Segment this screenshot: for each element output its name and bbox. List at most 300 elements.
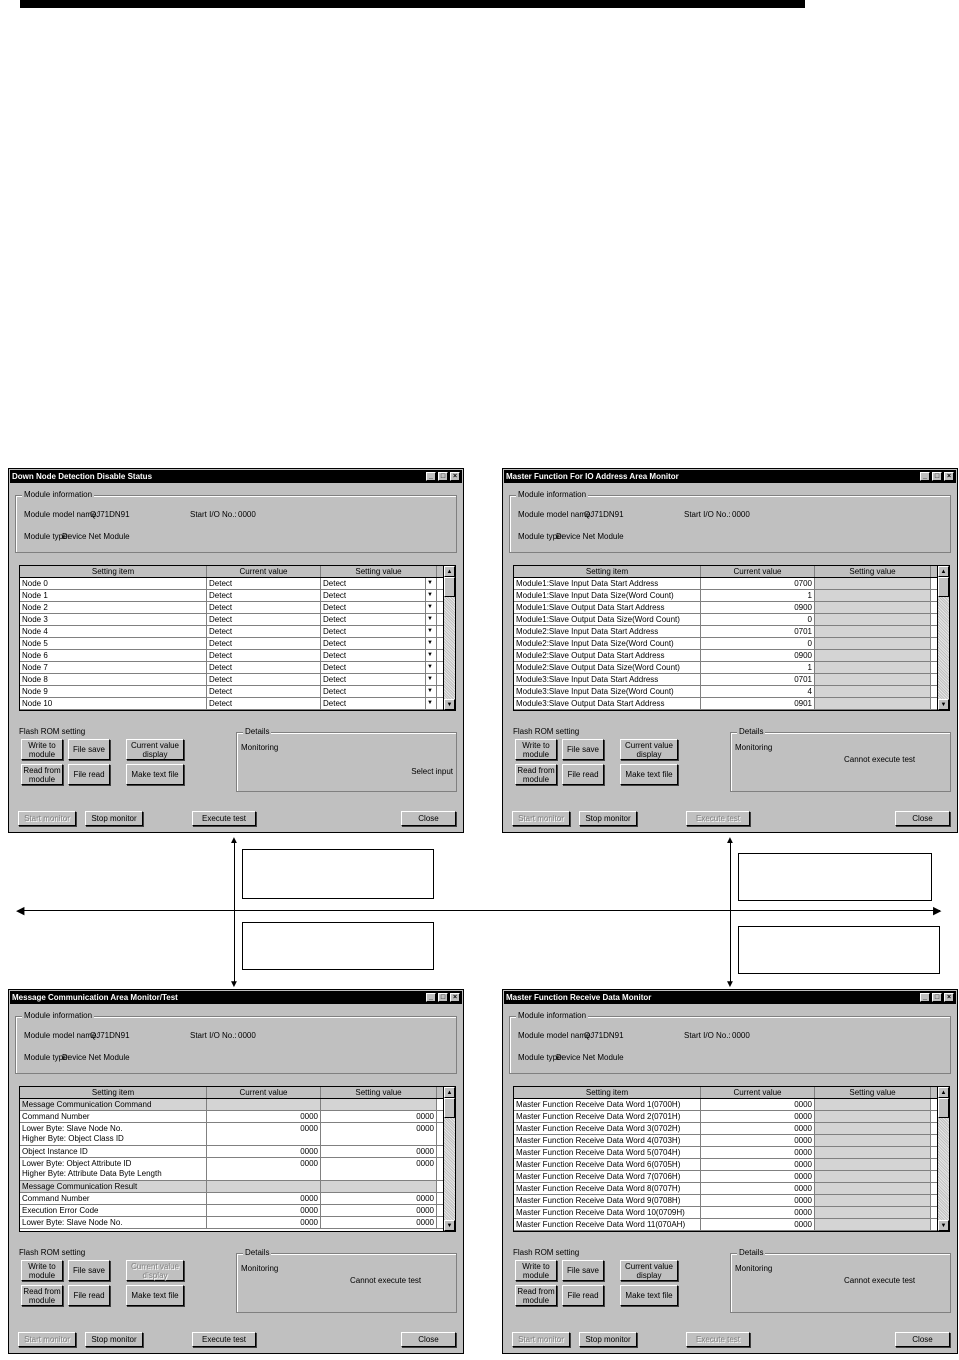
close-icon[interactable]: ×	[450, 472, 460, 481]
setting-value-cell	[815, 590, 931, 601]
model-value: QJ71DN91	[90, 1031, 130, 1040]
write-to-module-button[interactable]: Write to module	[515, 739, 557, 760]
row-setting-item: Node 6	[20, 650, 207, 661]
table-row[interactable]	[514, 1195, 949, 1207]
read-from-module-button[interactable]: Read from module	[515, 764, 557, 785]
stop-monitor-button[interactable]: Stop monitor	[85, 811, 143, 826]
file-read-button[interactable]: File read	[68, 764, 110, 785]
col-setting-item: Setting item	[20, 566, 207, 577]
write-to-module-button[interactable]: Write to module	[515, 1260, 557, 1281]
type-value: Device Net Module	[556, 532, 624, 541]
current-value-display-button[interactable]: Current value display	[126, 1260, 184, 1281]
file-save-button[interactable]: File save	[68, 1260, 110, 1281]
table-row[interactable]	[514, 1171, 949, 1183]
setting-value-cell	[815, 698, 931, 709]
table-row[interactable]	[20, 1205, 455, 1217]
minimize-icon[interactable]: _	[920, 472, 930, 481]
dropdown-value: Detect	[323, 615, 347, 624]
details-group	[730, 727, 951, 792]
setting-value-dropdown[interactable]	[321, 686, 437, 697]
col-current-value: Current value	[207, 1087, 321, 1098]
setting-value-input[interactable]: 0000	[321, 1123, 437, 1145]
table-row[interactable]	[20, 1099, 455, 1111]
row-current-value: 0000	[701, 1171, 815, 1182]
table-row[interactable]	[514, 614, 949, 626]
table-row[interactable]	[514, 1099, 949, 1111]
details-message: Cannot execute test	[844, 1276, 916, 1285]
table-scrollbar[interactable]	[443, 566, 455, 710]
close-button[interactable]: Close	[895, 811, 950, 826]
row-current-value: 0000	[701, 1207, 815, 1218]
table-row[interactable]	[20, 602, 455, 614]
table-row[interactable]	[514, 578, 949, 590]
scroll-down-icon[interactable]: ▼	[444, 699, 455, 710]
execute-test-button[interactable]: Execute test	[686, 811, 750, 826]
setting-value-cell	[815, 662, 931, 673]
row-setting-item: Module2:Slave Input Data Start Address	[514, 626, 701, 637]
chevron-down-icon[interactable]: ▼	[425, 602, 434, 613]
startio-value: 0000	[238, 510, 256, 519]
details-status: Monitoring	[241, 743, 279, 752]
file-save-button[interactable]: File save	[562, 739, 604, 760]
table-row[interactable]	[514, 1207, 949, 1219]
table-scrollbar[interactable]	[443, 1087, 455, 1231]
dropdown-value: Detect	[323, 675, 347, 684]
row-setting-item: Node 10	[20, 698, 207, 709]
row-current-value: Detect	[207, 614, 321, 625]
module-info-group	[509, 490, 951, 553]
row-setting-item: Node 1	[20, 590, 207, 601]
maximize-icon[interactable]: □	[438, 993, 448, 1002]
col-current-value: Current value	[701, 1087, 815, 1098]
scroll-up-icon[interactable]: ▲	[938, 566, 949, 577]
annotation-box	[738, 853, 932, 901]
details-status: Monitoring	[241, 1264, 279, 1273]
close-icon[interactable]: ×	[944, 472, 954, 481]
window-title: Master Function Receive Data Monitor	[506, 993, 652, 1002]
chevron-down-icon[interactable]: ▼	[425, 674, 434, 685]
row-setting-item: Node 4	[20, 626, 207, 637]
maximize-icon[interactable]: □	[932, 472, 942, 481]
row-current-value: 0000	[701, 1183, 815, 1194]
minimize-icon[interactable]: _	[426, 993, 436, 1002]
table-row[interactable]	[514, 1219, 949, 1231]
vertical-connector-left	[234, 842, 235, 984]
setting-value-dropdown[interactable]	[321, 650, 437, 661]
details-status: Monitoring	[735, 743, 773, 752]
scroll-thumb[interactable]	[444, 1098, 455, 1118]
row-current-value: 0000	[207, 1205, 321, 1216]
setting-value-cell	[321, 1099, 437, 1110]
scroll-thumb[interactable]	[938, 1098, 949, 1118]
write-to-module-button[interactable]: Write to module	[21, 739, 63, 760]
table-row[interactable]	[514, 1183, 949, 1195]
table-row[interactable]	[514, 674, 949, 686]
setting-value-input[interactable]: 0000	[321, 1193, 437, 1204]
stop-monitor-button[interactable]: Stop monitor	[579, 1332, 637, 1347]
make-text-file-button[interactable]: Make text file	[126, 1285, 184, 1306]
row-current-value: 0701	[701, 674, 815, 685]
setting-value-cell	[815, 1111, 931, 1122]
row-current-value: Detect	[207, 638, 321, 649]
details-label: Details	[739, 727, 764, 736]
row-current-value: 0	[701, 614, 815, 625]
chevron-down-icon[interactable]: ▼	[425, 638, 434, 649]
setting-value-cell	[815, 1099, 931, 1110]
row-current-value: Detect	[207, 674, 321, 685]
current-value-display-button[interactable]: Current value display	[620, 1260, 678, 1281]
table-scrollbar[interactable]	[937, 566, 949, 710]
row-current-value: 0700	[701, 578, 815, 589]
chevron-down-icon[interactable]: ▼	[425, 698, 434, 709]
col-setting-value: Setting value	[815, 566, 931, 577]
window-receive-data-monitor	[502, 989, 958, 1354]
table-row[interactable]	[514, 1135, 949, 1147]
chevron-down-icon[interactable]: ▼	[425, 650, 434, 661]
file-read-button[interactable]: File read	[562, 764, 604, 785]
setting-value-cell	[815, 578, 931, 589]
setting-value-dropdown[interactable]	[321, 626, 437, 637]
setting-value-cell	[815, 686, 931, 697]
row-setting-item	[20, 1158, 207, 1180]
row-setting-item: Module2:Slave Input Data Size(Word Count)	[514, 638, 701, 649]
setting-value-cell	[815, 614, 931, 625]
close-button[interactable]: Close	[895, 1332, 950, 1347]
row-setting-item: Master Function Receive Data Word 4(0703H)	[514, 1135, 701, 1146]
setting-value-dropdown[interactable]	[321, 578, 437, 589]
dropdown-value: Detect	[323, 603, 347, 612]
file-read-button[interactable]: File read	[562, 1285, 604, 1306]
type-value: Device Net Module	[62, 532, 130, 541]
row-setting-item: Node 3	[20, 614, 207, 625]
arrow-down-icon: ▼	[229, 979, 239, 990]
row-setting-item: Module3:Slave Output Data Start Address	[514, 698, 701, 709]
arrow-right-icon: ▶	[933, 905, 942, 917]
row-setting-item: Node 8	[20, 674, 207, 685]
current-value-display-button[interactable]: Current value display	[126, 739, 184, 760]
details-status: Monitoring	[735, 1264, 773, 1273]
start-monitor-button[interactable]: Start monitor	[512, 1332, 570, 1347]
row-item-line: Lower Byte: Slave Node No.	[22, 1124, 123, 1133]
row-setting-item: Module1:Slave Output Data Start Address	[514, 602, 701, 613]
col-current-value: Current value	[207, 566, 321, 577]
setting-value-input[interactable]: 0000	[321, 1217, 437, 1228]
scroll-up-icon[interactable]: ▲	[444, 566, 455, 577]
row-current-value: Detect	[207, 698, 321, 709]
details-label: Details	[739, 1248, 764, 1257]
row-current-value: 0000	[701, 1135, 815, 1146]
row-current-value: 0000	[701, 1111, 815, 1122]
table-row[interactable]	[514, 1147, 949, 1159]
window-controls	[426, 993, 460, 1002]
table-row[interactable]	[20, 1123, 455, 1146]
maximize-icon[interactable]: □	[438, 472, 448, 481]
setting-value-cell	[321, 1181, 437, 1192]
model-label: Module model name:	[518, 510, 593, 519]
stop-monitor-button[interactable]: Stop monitor	[85, 1332, 143, 1347]
row-current-value: Detect	[207, 686, 321, 697]
table-row[interactable]	[514, 590, 949, 602]
scroll-down-icon[interactable]: ▼	[938, 699, 949, 710]
close-icon[interactable]: ×	[450, 993, 460, 1002]
setting-value-dropdown[interactable]	[321, 614, 437, 625]
setting-value-cell	[815, 650, 931, 661]
dropdown-value: Detect	[323, 651, 347, 660]
dropdown-value: Detect	[323, 663, 347, 672]
arrow-up-icon: ▲	[229, 835, 239, 846]
execute-test-button[interactable]: Execute test	[192, 811, 256, 826]
row-setting-item: Master Function Receive Data Word 11(070AH)	[514, 1219, 701, 1230]
details-group	[236, 727, 457, 792]
details-message: Cannot execute test	[844, 755, 916, 764]
table-row[interactable]	[20, 674, 455, 686]
horizontal-connector-line	[20, 910, 940, 911]
close-button[interactable]: Close	[401, 1332, 456, 1347]
table-row[interactable]	[20, 1217, 455, 1229]
row-current-value: 0900	[701, 602, 815, 613]
table-row[interactable]	[20, 614, 455, 626]
row-setting-item: Command Number	[20, 1111, 207, 1122]
setting-value-dropdown[interactable]	[321, 698, 437, 709]
row-setting-item: Module2:Slave Output Data Size(Word Count)	[514, 662, 701, 673]
row-setting-item: Message Communication Result	[20, 1181, 207, 1192]
table-row[interactable]	[20, 590, 455, 602]
chevron-down-icon[interactable]: ▼	[425, 578, 434, 589]
setting-value-cell	[815, 1135, 931, 1146]
table-row[interactable]	[20, 698, 455, 710]
row-item-line: Higher Byte: Attribute Data Byte Length	[22, 1169, 162, 1178]
annotation-box	[242, 849, 434, 899]
setting-value-cell	[815, 1171, 931, 1182]
make-text-file-button[interactable]: Make text file	[620, 1285, 678, 1306]
row-setting-item: Master Function Receive Data Word 6(0705H)	[514, 1159, 701, 1170]
window-title-bar	[504, 470, 956, 483]
table-row[interactable]	[514, 698, 949, 710]
scroll-thumb[interactable]	[444, 577, 455, 597]
dropdown-value: Detect	[323, 687, 347, 696]
read-from-module-button[interactable]: Read from module	[21, 764, 63, 785]
file-save-button[interactable]: File save	[68, 739, 110, 760]
model-value: QJ71DN91	[90, 510, 130, 519]
settings-table	[19, 565, 456, 711]
table-row[interactable]	[514, 650, 949, 662]
row-current-value: Detect	[207, 602, 321, 613]
row-current-value: 0000	[207, 1217, 321, 1228]
row-setting-item: Module3:Slave Input Data Size(Word Count)	[514, 686, 701, 697]
window-io-address-monitor	[502, 468, 958, 833]
annotation-box	[738, 926, 940, 974]
details-group	[730, 1248, 951, 1313]
table-row[interactable]	[514, 626, 949, 638]
row-current-value: 0000	[207, 1123, 321, 1145]
dropdown-value: Detect	[323, 627, 347, 636]
details-label: Details	[245, 727, 270, 736]
flash-rom-label: Flash ROM setting	[513, 727, 580, 736]
row-current-value: 0900	[701, 650, 815, 661]
table-row[interactable]	[20, 686, 455, 698]
row-current-value: Detect	[207, 650, 321, 661]
read-from-module-button[interactable]: Read from module	[21, 1285, 63, 1306]
scroll-down-icon[interactable]: ▼	[444, 1220, 455, 1231]
window-controls	[426, 472, 460, 481]
setting-value-input[interactable]: 0000	[321, 1205, 437, 1216]
table-row[interactable]	[20, 1158, 455, 1181]
table-row[interactable]	[514, 1123, 949, 1135]
arrow-up-icon: ▲	[725, 835, 735, 846]
table-row[interactable]	[514, 1111, 949, 1123]
setting-value-input[interactable]: 0000	[321, 1158, 437, 1180]
setting-value-dropdown[interactable]	[321, 674, 437, 685]
annotation-box	[242, 922, 434, 970]
col-setting-item: Setting item	[514, 1087, 701, 1098]
table-row[interactable]	[514, 662, 949, 674]
row-current-value	[207, 1181, 321, 1192]
row-current-value: Detect	[207, 626, 321, 637]
setting-value-cell	[815, 1147, 931, 1158]
minimize-icon[interactable]: _	[920, 993, 930, 1002]
table-row[interactable]	[20, 662, 455, 674]
make-text-file-button[interactable]: Make text file	[126, 764, 184, 785]
current-value-display-button[interactable]: Current value display	[620, 739, 678, 760]
chevron-down-icon[interactable]: ▼	[425, 590, 434, 601]
window-controls	[920, 472, 954, 481]
startio-label: Start I/O No.:	[190, 510, 237, 519]
page-header-bar	[20, 0, 805, 8]
module-info-label: Module information	[518, 490, 587, 499]
row-current-value: 4	[701, 686, 815, 697]
setting-value-dropdown[interactable]	[321, 638, 437, 649]
startio-label: Start I/O No.:	[684, 510, 731, 519]
table-row[interactable]	[514, 602, 949, 614]
write-to-module-button[interactable]: Write to module	[21, 1260, 63, 1281]
close-icon[interactable]: ×	[944, 993, 954, 1002]
flash-rom-label: Flash ROM setting	[513, 1248, 580, 1257]
arrow-down-icon: ▼	[725, 979, 735, 990]
row-current-value: 1	[701, 590, 815, 601]
start-monitor-button[interactable]: Start monitor	[512, 811, 570, 826]
dropdown-value: Detect	[323, 579, 347, 588]
execute-test-button[interactable]: Execute test	[686, 1332, 750, 1347]
row-setting-item: Module3:Slave Input Data Start Address	[514, 674, 701, 685]
col-setting-value: Setting value	[321, 566, 437, 577]
row-setting-item: Module2:Slave Output Data Start Address	[514, 650, 701, 661]
row-setting-item: Master Function Receive Data Word 10(0709H)	[514, 1207, 701, 1218]
execute-test-button[interactable]: Execute test	[192, 1332, 256, 1347]
setting-value-input[interactable]: 0000	[321, 1111, 437, 1122]
file-save-button[interactable]: File save	[562, 1260, 604, 1281]
read-from-module-button[interactable]: Read from module	[515, 1285, 557, 1306]
minimize-icon[interactable]: _	[426, 472, 436, 481]
model-value: QJ71DN91	[584, 1031, 624, 1040]
row-setting-item: Node 7	[20, 662, 207, 673]
row-current-value: 0701	[701, 626, 815, 637]
table-row[interactable]	[514, 686, 949, 698]
settings-table	[513, 565, 950, 711]
type-value: Device Net Module	[556, 1053, 624, 1062]
arrow-left-icon: ◀	[16, 905, 25, 917]
table-row[interactable]	[20, 650, 455, 662]
row-setting-item: Master Function Receive Data Word 3(0702H)	[514, 1123, 701, 1134]
table-row[interactable]	[20, 1111, 455, 1123]
close-button[interactable]: Close	[401, 811, 456, 826]
make-text-file-button[interactable]: Make text file	[620, 764, 678, 785]
row-current-value: 0000	[701, 1099, 815, 1110]
setting-value-cell	[815, 1183, 931, 1194]
window-title-bar	[10, 991, 462, 1004]
setting-value-dropdown[interactable]	[321, 602, 437, 613]
setting-value-input[interactable]: 0000	[321, 1146, 437, 1157]
setting-value-cell	[815, 1207, 931, 1218]
table-row[interactable]	[20, 578, 455, 590]
table-row[interactable]	[20, 626, 455, 638]
row-setting-item: Master Function Receive Data Word 8(0707H)	[514, 1183, 701, 1194]
row-item-line: Lower Byte: Object Attribute ID	[22, 1159, 132, 1168]
row-setting-item: Module1:Slave Input Data Start Address	[514, 578, 701, 589]
table-header	[514, 1087, 949, 1099]
row-current-value: 0000	[701, 1219, 815, 1230]
module-info-label: Module information	[24, 490, 93, 499]
row-current-value: 0000	[207, 1158, 321, 1180]
table-scrollbar[interactable]	[937, 1087, 949, 1231]
row-setting-item: Master Function Receive Data Word 7(0706H)	[514, 1171, 701, 1182]
details-message: Cannot execute test	[350, 1276, 422, 1285]
row-setting-item: Node 9	[20, 686, 207, 697]
file-read-button[interactable]: File read	[68, 1285, 110, 1306]
window-controls	[920, 993, 954, 1002]
chevron-down-icon[interactable]: ▼	[425, 686, 434, 697]
window-title: Message Communication Area Monitor/Test	[12, 993, 178, 1002]
row-setting-item: Master Function Receive Data Word 2(0701H)	[514, 1111, 701, 1122]
setting-value-cell	[815, 674, 931, 685]
scroll-up-icon[interactable]: ▲	[444, 1087, 455, 1098]
table-row[interactable]	[514, 1159, 949, 1171]
window-title: Master Function For IO Address Area Monitor	[506, 472, 679, 481]
table-row[interactable]	[20, 1193, 455, 1205]
startio-value: 0000	[732, 510, 750, 519]
table-row[interactable]	[514, 638, 949, 650]
start-monitor-button[interactable]: Start monitor	[18, 811, 76, 826]
row-setting-item: Master Function Receive Data Word 9(0708H)	[514, 1195, 701, 1206]
scroll-up-icon[interactable]: ▲	[938, 1087, 949, 1098]
setting-value-dropdown[interactable]	[321, 590, 437, 601]
row-setting-item: Lower Byte: Slave Node No.	[20, 1217, 207, 1228]
table-header	[514, 566, 949, 578]
scroll-thumb[interactable]	[938, 577, 949, 597]
row-setting-item: Message Communication Command	[20, 1099, 207, 1110]
row-setting-item: Module1:Slave Output Data Size(Word Count)	[514, 614, 701, 625]
table-row[interactable]	[20, 1146, 455, 1158]
row-current-value	[207, 1099, 321, 1110]
setting-value-dropdown[interactable]	[321, 662, 437, 673]
startio-value: 0000	[732, 1031, 750, 1040]
start-monitor-button[interactable]: Start monitor	[18, 1332, 76, 1347]
maximize-icon[interactable]: □	[932, 993, 942, 1002]
table-row[interactable]	[20, 638, 455, 650]
startio-label: Start I/O No.:	[684, 1031, 731, 1040]
window-down-node-detection	[8, 468, 464, 833]
table-row[interactable]	[20, 1181, 455, 1193]
chevron-down-icon[interactable]: ▼	[425, 626, 434, 637]
module-info-label: Module information	[518, 1011, 587, 1020]
scroll-down-icon[interactable]: ▼	[938, 1220, 949, 1231]
window-title-bar	[10, 470, 462, 483]
chevron-down-icon[interactable]: ▼	[425, 614, 434, 625]
row-setting-item: Node 0	[20, 578, 207, 589]
row-current-value: 0000	[701, 1159, 815, 1170]
stop-monitor-button[interactable]: Stop monitor	[579, 811, 637, 826]
row-current-value: 0	[701, 638, 815, 649]
chevron-down-icon[interactable]: ▼	[425, 662, 434, 673]
